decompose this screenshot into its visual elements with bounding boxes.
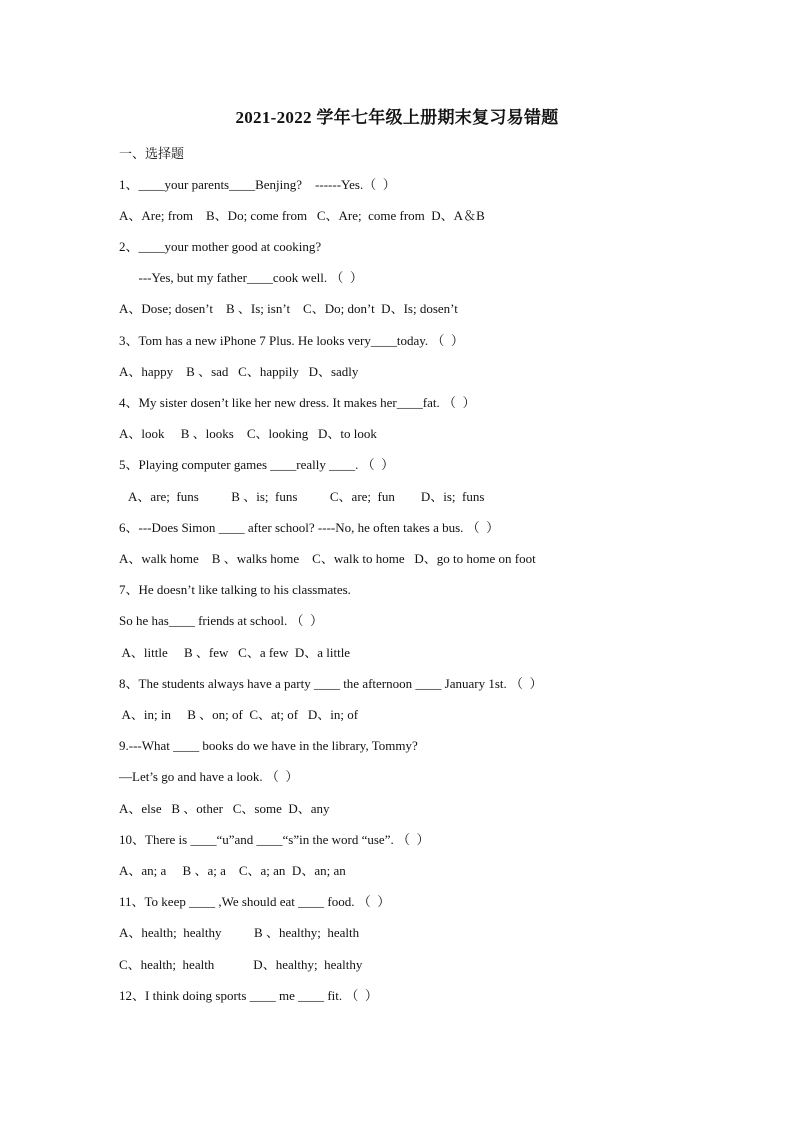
section-heading: 一、选择题 — [119, 146, 185, 161]
options-11-ab: A、health; healthy B 、healthy; health — [119, 925, 360, 940]
question-5: 5、Playing computer games ____really ____. （ ） — [119, 457, 395, 472]
question-2-reply: ---Yes, but my father____cook well. （ ） — [119, 270, 363, 285]
options-11-cd: C、health; health D、healthy; healthy — [119, 957, 363, 972]
question-11: 11、To keep ____ ,We should eat ____ food. （ ） — [119, 894, 391, 909]
question-9: 9.---What ____ books do we have in the library, Tommy? — [119, 738, 418, 753]
options-8: A、in; in B 、on; of C、at; of D、in; of — [119, 707, 359, 722]
question-10: 10、There is ____“u”and ____“s”in the word “use”. （ ） — [119, 832, 430, 847]
options-9: A、else B 、other C、some D、any — [119, 801, 330, 816]
options-3: A、happy B 、sad C、happily D、sadly — [119, 364, 359, 379]
document-title: 2021-2022 学年七年级上册期末复习易错题 — [235, 108, 559, 127]
question-1: 1、____your parents____Benjing? ------Yes.（ ） — [119, 177, 396, 192]
question-4: 4、My sister dosen’t like her new dress. It makes her____fat. （ ） — [119, 395, 476, 410]
question-9-reply: —Let’s go and have a look. （ ） — [119, 769, 299, 784]
options-6: A、walk home B 、walks home C、walk to home D、go to home on foot — [119, 551, 536, 566]
question-12: 12、I think doing sports ____ me ____ fit. （ ） — [119, 988, 378, 1003]
options-5: A、are; funs B 、is; funs C、are; fun D、is; funs — [119, 489, 485, 504]
question-8: 8、The students always have a party ____ the afternoon ____ January 1st. （ ） — [119, 676, 543, 691]
question-3: 3、Tom has a new iPhone 7 Plus. He looks very____today. （ ） — [119, 333, 464, 348]
options-10: A、an; a B 、a; a C、a; an D、an; an — [119, 863, 346, 878]
question-7: 7、He doesn’t like talking to his classmates. — [119, 582, 351, 597]
options-2: A、Dose; dosen’t B 、Is; isn’t C、Do; don’t D、Is; dosen’t — [119, 301, 458, 316]
question-6: 6、---Does Simon ____ after school? ----No, he often takes a bus. （ ） — [119, 520, 500, 535]
question-7-continued: So he has____ friends at school. （ ） — [119, 613, 324, 628]
options-7: A、little B 、few C、a few D、a little — [119, 645, 351, 660]
options-4: A、look B 、looks C、looking D、to look — [119, 426, 377, 441]
options-1: A、Are; from B、Do; come from C、Are; come from D、A＆B — [119, 208, 485, 223]
question-2: 2、____your mother good at cooking? — [119, 239, 322, 254]
